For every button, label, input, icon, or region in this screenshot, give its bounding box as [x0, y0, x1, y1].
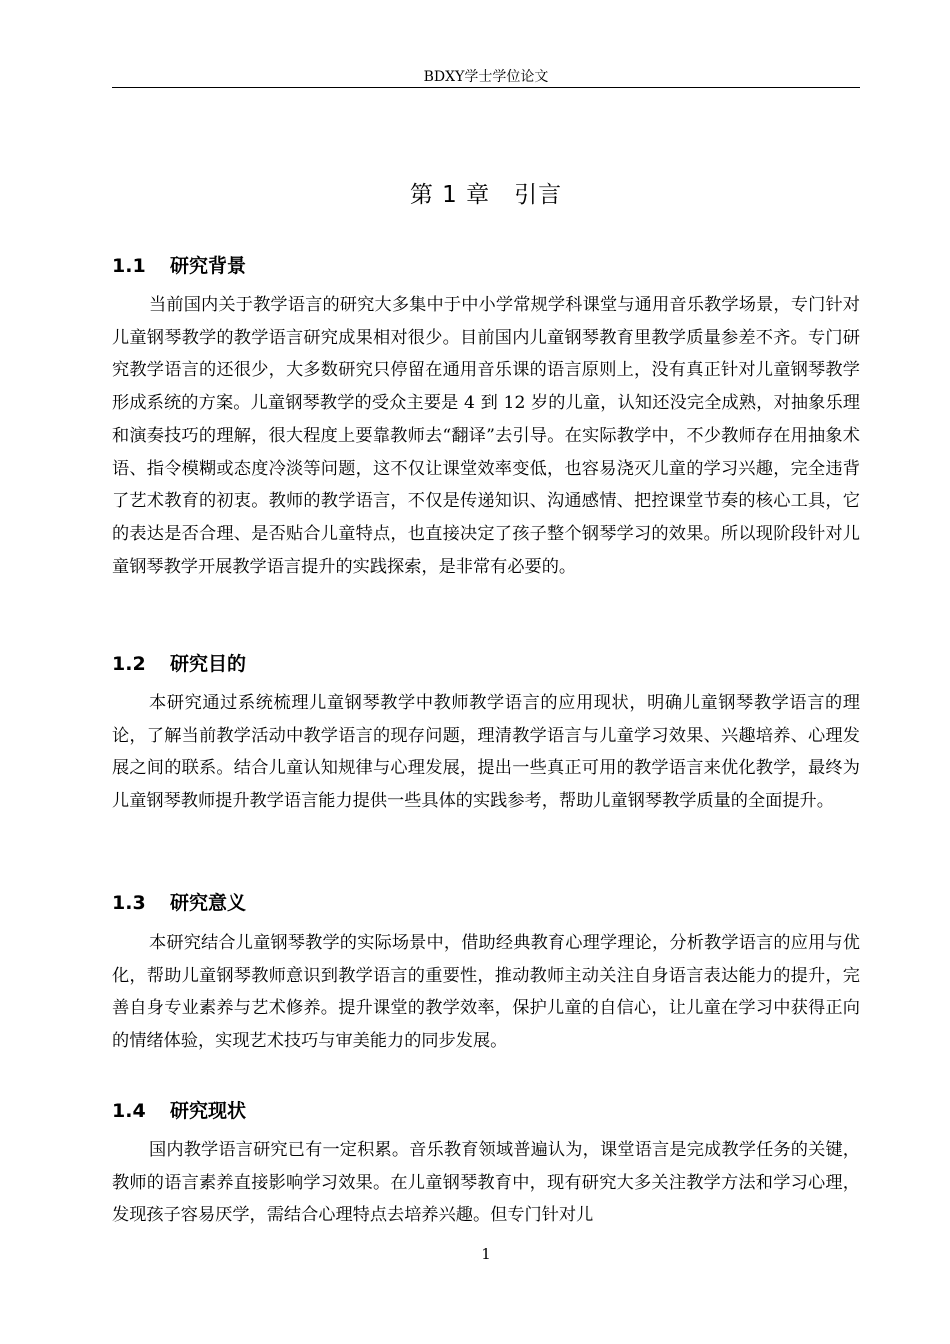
section-paragraph-1-3: 本研究结合儿童钢琴教学的实际场景中，借助经典教育心理学理论，分析教学语言的应用与优化，帮助儿童钢琴教师意识到教学语言的重要性，推动教师主动关注自身语言表达能力的提升，完善自身专业素养与艺术修养。提升课堂的教学效率，保护儿童的自信心，让儿童在学习中获得正向的情绪体验，实现艺术技巧与审美能力的同步发展。: [112, 933, 860, 1052]
section-number: 1.4: [112, 1100, 146, 1122]
chapter-name: 引言: [514, 182, 563, 208]
header-divider: [112, 87, 860, 88]
section-title: 研究目的: [170, 653, 247, 675]
section-heading-1-2: [112, 650, 860, 678]
running-header: BDXY学士学位论文: [423, 69, 549, 85]
section-title: 研究意义: [170, 892, 247, 914]
section-number: 1.3: [112, 892, 146, 914]
section-title: 研究现状: [170, 1100, 247, 1122]
section-paragraph-1-2: 本研究通过系统梳理儿童钢琴教学中教师教学语言的应用现状，明确儿童钢琴教学语言的理论，了解当前教学活动中教学语言的现存问题，理清教学语言与儿童学习效果、兴趣培养、心理发展之间的联系。结合儿童认知规律与心理发展，提出一些真正可用的教学语言来优化教学，最终为儿童钢琴教师提升教学语言能力提供一些具体的实践参考，帮助儿童钢琴教学质量的全面提升。: [112, 693, 860, 812]
section-title: 研究背景: [170, 255, 247, 277]
chapter-title: [112, 178, 860, 212]
section-paragraph-1-1: 当前国内关于教学语言的研究大多集中于中小学常规学科课堂与通用音乐教学场景，专门针对儿童钢琴教学的教学语言研究成果相对很少。目前国内儿童钢琴教育里教学质量参差不齐。专门研究教学语言的还很少，大多数研究只停留在通用音乐课的语言原则上，没有真正针对儿童钢琴教学形成系统的方案。儿童钢琴教学的受众主要是 4 到 12 岁的儿童，认知还没完全成熟，对抽象乐理和演奏技巧的理解，很大程度上要靠教师去“翻译”去引导。在实际教学中，不少教师存在用抽象术语、指令模糊或态度冷淡等问题，这不仅让课堂效率变低，也容易浇灭儿童的学习兴趣，完全违背了艺术教育的初衷。教师的教学语言，不仅是传递知识、沟通感情、把控课堂节奏的核心工具，它的表达是否合理、是否贴合儿童特点，也直接决定了孩子整个钢琴学习的效果。所以现阶段针对儿童钢琴教学开展教学语言提升的实践探索，是非常有必要的。: [112, 295, 860, 577]
section-heading-1-4: [112, 1097, 860, 1125]
page-number: 1: [481, 1245, 491, 1263]
section-paragraph-1-4: 国内教学语言研究已有一定积累。音乐教育领域普遍认为，课堂语言是完成教学任务的关键，教师的语言素养直接影响学习效果。在儿童钢琴教育中，现有研究大多关注教学方法和学习心理，发现孩子容易厌学，需结合心理特点去培养兴趣。但专门针对儿: [112, 1140, 860, 1226]
section-heading-1-1: [112, 252, 860, 280]
chapter-number: 第 1 章: [409, 182, 491, 208]
section-number: 1.2: [112, 653, 146, 675]
section-heading-1-3: [112, 889, 860, 917]
section-number: 1.1: [112, 255, 146, 277]
